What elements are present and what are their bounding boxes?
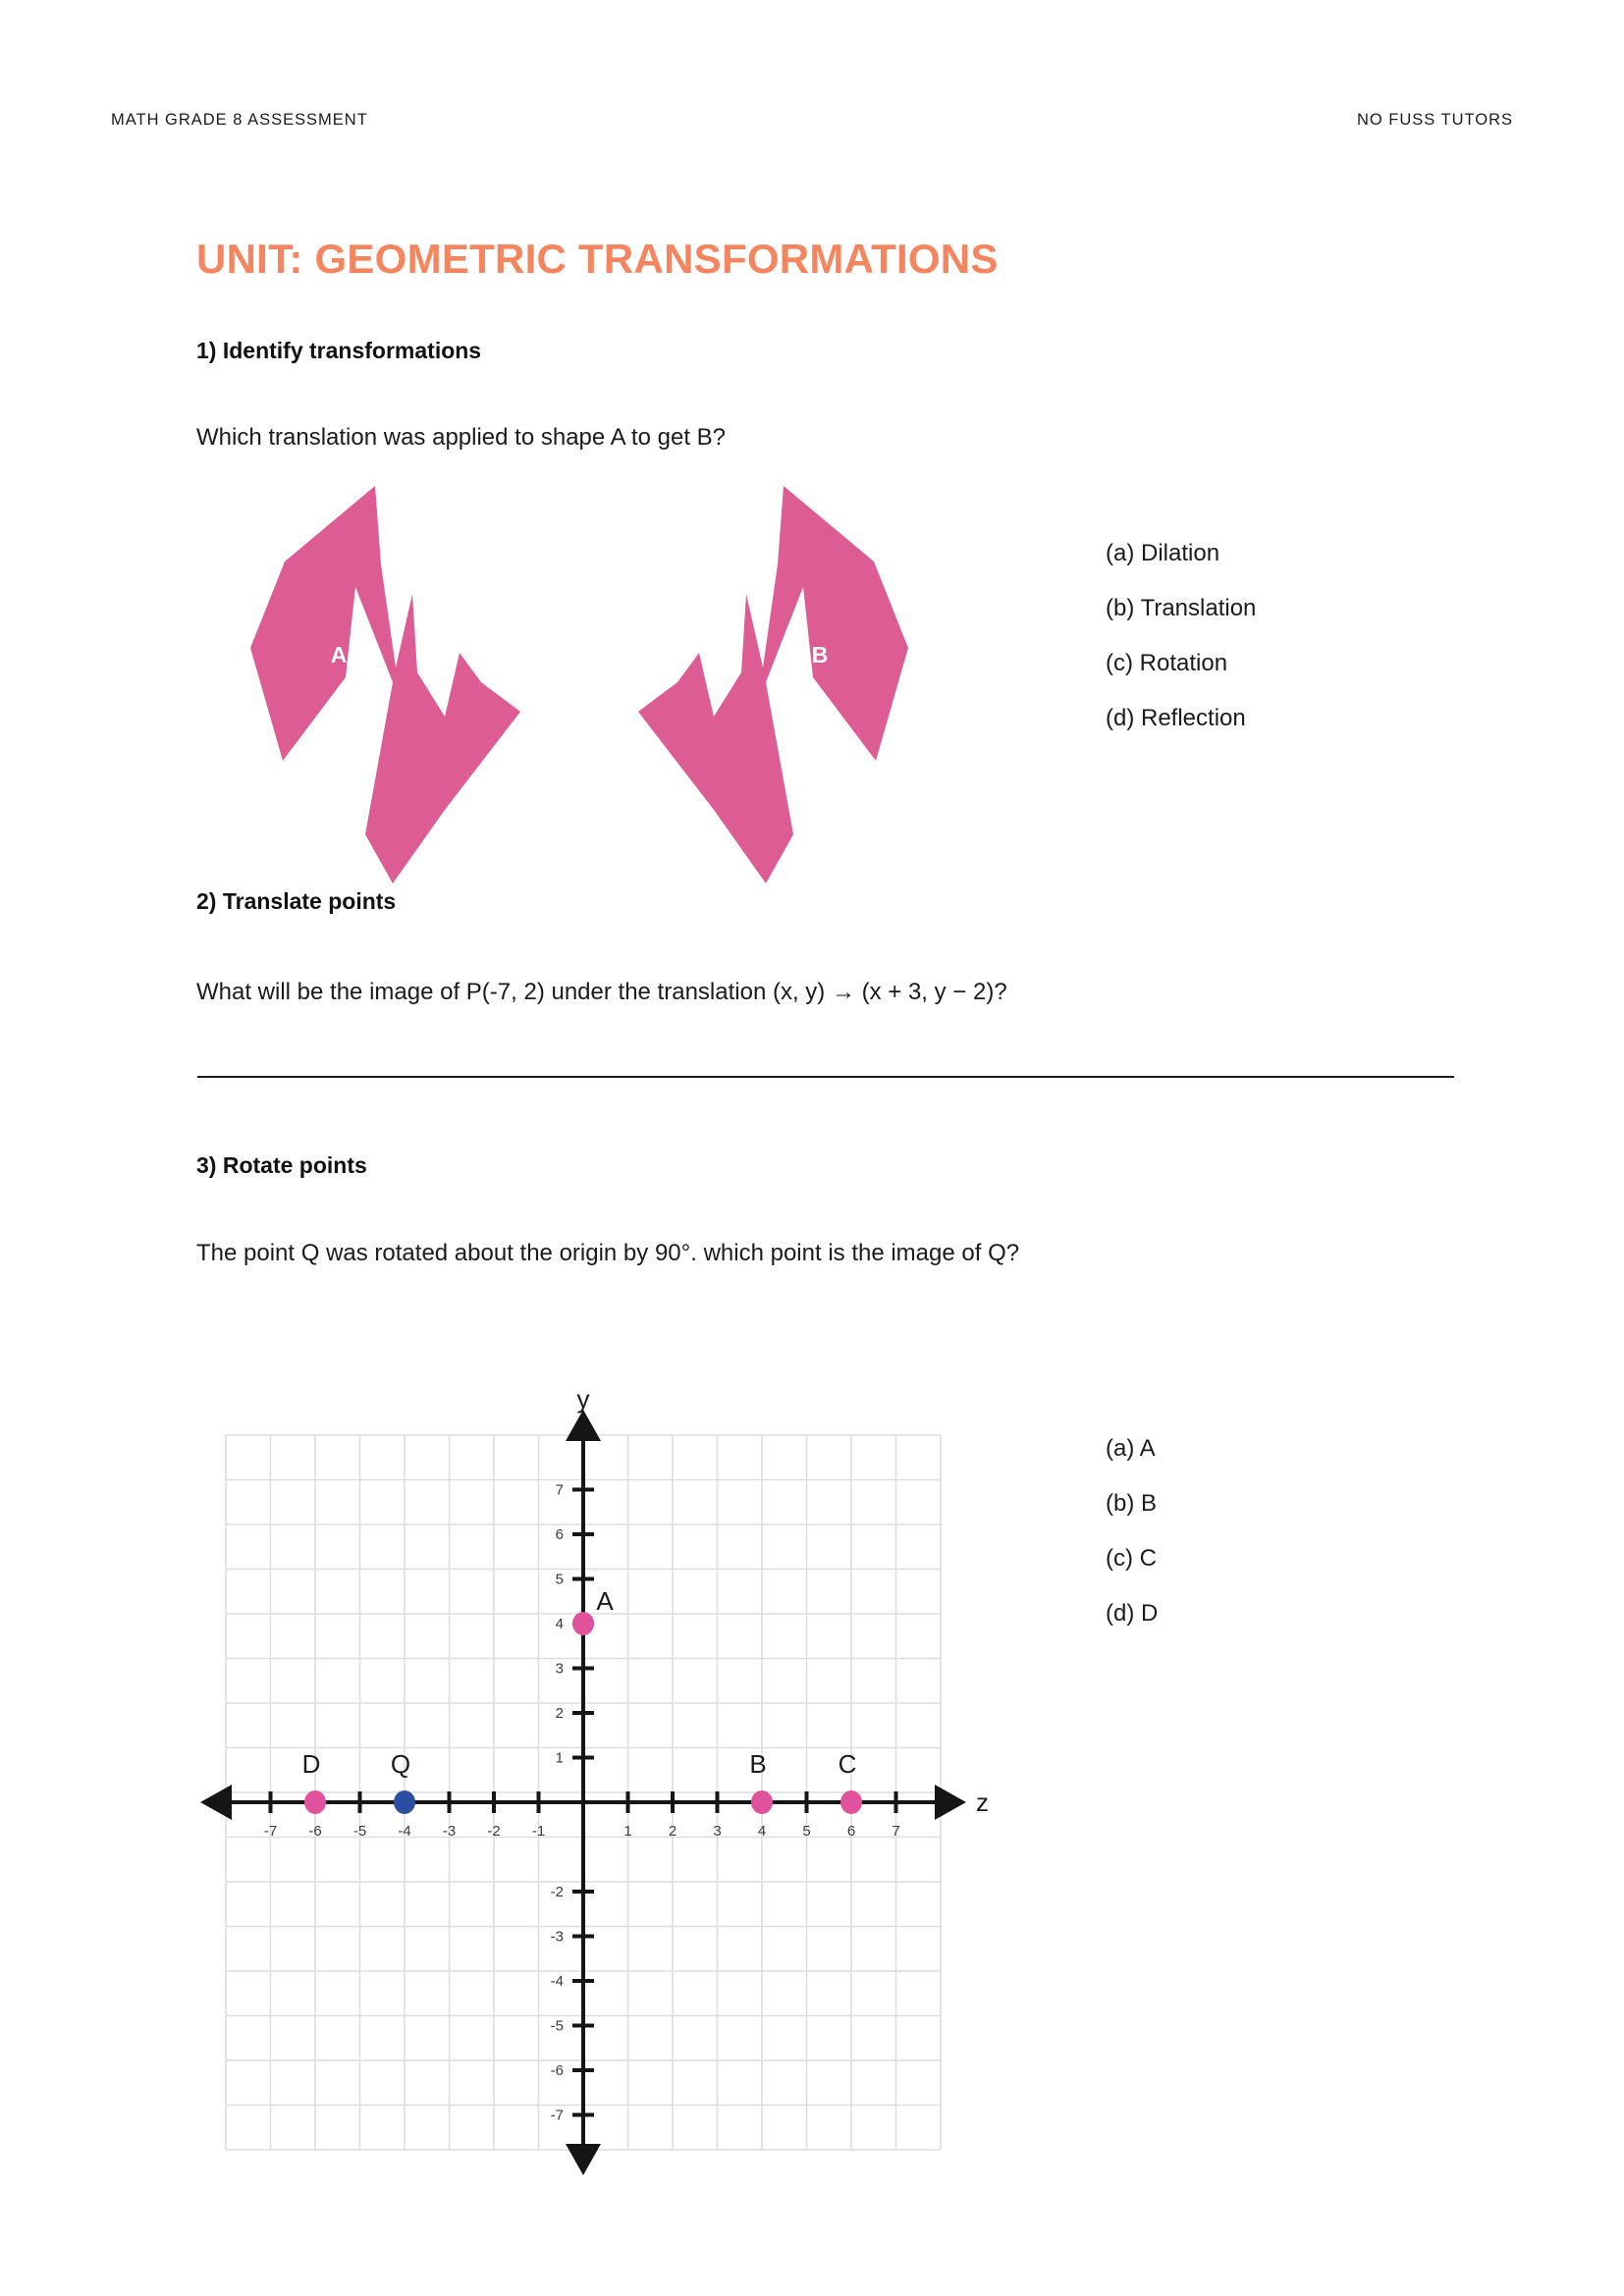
x-tick-label: -1 (531, 1823, 546, 1841)
question-1-heading: 1) Identify transformations (196, 338, 482, 363)
point-label-b: B (749, 1749, 767, 1780)
point-marker-d (304, 1790, 326, 1814)
shape-b-label: B (811, 642, 829, 667)
point-marker-b (751, 1790, 773, 1814)
shape-a-label: A (330, 642, 348, 667)
x-axis-label: z (976, 1788, 989, 1818)
x-tick-label: -6 (308, 1823, 322, 1841)
question-3-option-d[interactable]: (d) D (1106, 1600, 1159, 1627)
y-tick-label: 7 (555, 1481, 564, 1499)
x-tick-label: 2 (668, 1823, 677, 1841)
x-tick-label: 5 (802, 1823, 811, 1841)
y-tick-label: 6 (555, 1526, 564, 1544)
y-tick-label: -7 (550, 2107, 564, 2124)
y-tick-label: 3 (555, 1660, 564, 1678)
question-1-option-b[interactable]: (b) Translation (1106, 595, 1257, 621)
y-tick-label: -6 (550, 2062, 564, 2080)
shape-b-polygon (638, 486, 908, 883)
point-label-d: D (301, 1749, 321, 1780)
question-3-heading: 3) Rotate points (196, 1152, 367, 1178)
coordinate-plane-figure (196, 1374, 1001, 2189)
x-tick-label: 3 (713, 1823, 722, 1841)
question-3-option-b[interactable]: (b) B (1106, 1490, 1158, 1517)
header-left-text: MATH GRADE 8 ASSESSMENT (111, 111, 368, 129)
point-marker-c (840, 1790, 862, 1814)
question-1-prompt: Which translation was applied to shape A to get B? (196, 424, 727, 451)
header-right-text: NO FUSS TUTORS (1356, 111, 1513, 129)
y-tick-label: -4 (550, 1973, 564, 1991)
x-tick-label: -4 (398, 1823, 411, 1841)
y-tick-label: -5 (550, 2017, 564, 2035)
x-tick-label: 4 (757, 1823, 767, 1841)
shapes-figure (196, 471, 982, 883)
point-label-a: A (596, 1586, 614, 1617)
y-tick-label: -3 (550, 1928, 564, 1946)
point-marker-q (394, 1790, 415, 1814)
question-1-option-d[interactable]: (d) Reflection (1106, 705, 1246, 731)
x-tick-label: 1 (623, 1823, 632, 1841)
question-3-option-c[interactable]: (c) C (1106, 1545, 1157, 1572)
question-3-option-a[interactable]: (a) A (1106, 1435, 1156, 1462)
y-tick-label: -2 (550, 1884, 564, 1901)
question-1-option-a[interactable]: (a) Dilation (1106, 540, 1220, 566)
y-tick-label: 2 (555, 1705, 564, 1723)
y-tick-label: 1 (555, 1749, 564, 1767)
point-label-c: C (838, 1749, 857, 1780)
shape-a-polygon (250, 486, 520, 883)
question-1-options (1106, 526, 1256, 746)
x-tick-label: -5 (352, 1823, 367, 1841)
y-tick-label: 4 (555, 1616, 564, 1633)
y-axis-label: y (576, 1384, 590, 1414)
page-title: UNIT: GEOMETRIC TRANSFORMATIONS (196, 236, 999, 282)
point-marker-a (572, 1612, 594, 1635)
question-1-option-c[interactable]: (c) Rotation (1106, 650, 1228, 676)
question-2-heading: 2) Translate points (196, 888, 397, 914)
x-tick-label: -7 (263, 1823, 278, 1841)
question-2-answer-line[interactable] (197, 1076, 1454, 1078)
question-2-prompt: What will be the image of P(-7, 2) under the translation (x, y) → (x + 3, y − 2)? (196, 979, 1007, 1005)
x-tick-label: -2 (487, 1823, 501, 1841)
x-tick-label: 7 (892, 1823, 900, 1841)
x-tick-label: 6 (846, 1823, 856, 1841)
point-label-q: Q (390, 1749, 411, 1780)
question-3-options (1106, 1421, 1158, 1641)
y-tick-label: 5 (555, 1571, 564, 1588)
question-3-prompt: The point Q was rotated about the origin by 90°. which point is the image of Q? (196, 1240, 1020, 1266)
x-tick-label: -3 (442, 1823, 457, 1841)
